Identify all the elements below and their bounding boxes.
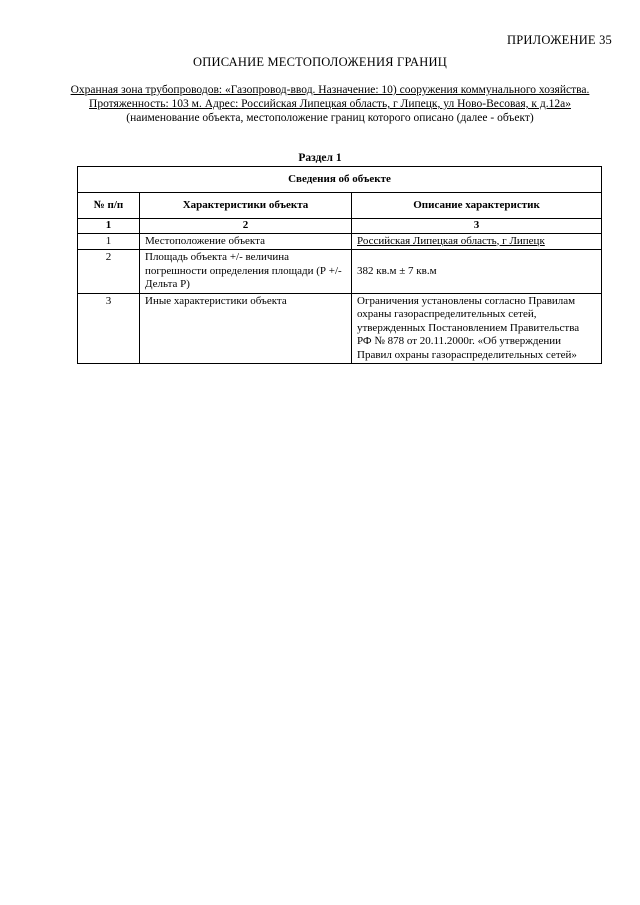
row-description: Ограничения установлены согласно Правилам охраны газораспределительных сетей, утвержденных Постановлением Правительства РФ № 878 от 20.11.2000г. «Об утверждении Правил охраны газораспределительных сетей» xyxy=(352,293,602,364)
row-characteristic: Местоположение объекта xyxy=(140,233,352,250)
object-description xyxy=(60,83,600,125)
column-header: № п/п xyxy=(78,193,140,219)
column-number: 1 xyxy=(78,219,140,234)
table-caption-row xyxy=(78,167,602,193)
object-note: (наименование объекта, местоположение границ которого описано (далее - объект) xyxy=(126,112,534,124)
table-row xyxy=(78,250,602,294)
column-number-row xyxy=(78,219,602,234)
row-number: 1 xyxy=(78,233,140,250)
object-name: Охранная зона трубопроводов: «Газопровод-ввод. Назначение: 10) сооружения коммунального хозяйства. Протяженность: 103 м. Адрес: Российская Липецкая область, г Липецк, ул Ново-Весовая, к д.12а» xyxy=(70,84,590,110)
table-header-row xyxy=(78,193,602,219)
row-description: 382 кв.м ± 7 кв.м xyxy=(352,250,602,294)
row-number: 3 xyxy=(78,293,140,364)
column-number: 3 xyxy=(352,219,602,234)
document-title: ОПИСАНИЕ МЕСТОПОЛОЖЕНИЯ ГРАНИЦ xyxy=(193,55,447,69)
row-number: 2 xyxy=(78,250,140,294)
object-info-table xyxy=(77,166,602,364)
row-description: Российская Липецкая область, г Липецк xyxy=(352,233,602,250)
column-number: 2 xyxy=(140,219,352,234)
column-header: Характеристики объекта xyxy=(140,193,352,219)
table-caption: Сведения об объекте xyxy=(78,167,602,193)
appendix-number: ПРИЛОЖЕНИЕ 35 xyxy=(507,33,612,47)
section-label: Раздел 1 xyxy=(298,152,342,164)
row-characteristic: Иные характеристики объекта xyxy=(140,293,352,364)
table-row xyxy=(78,233,602,250)
table-row xyxy=(78,293,602,364)
column-header: Описание характеристик xyxy=(352,193,602,219)
row-characteristic: Площадь объекта +/- величина погрешности определения площади (Р +/- Дельта Р) xyxy=(140,250,352,294)
